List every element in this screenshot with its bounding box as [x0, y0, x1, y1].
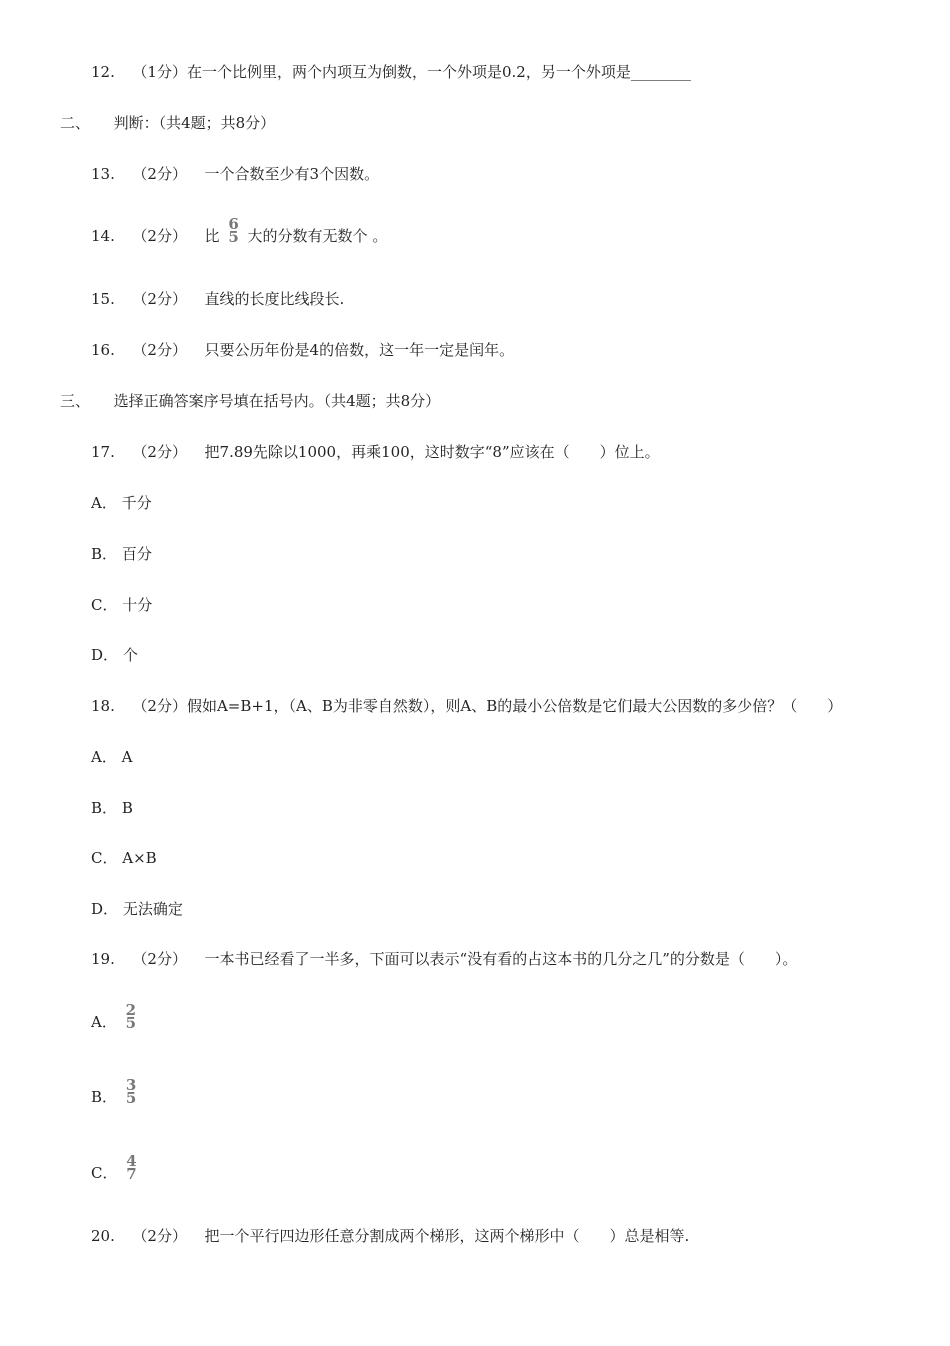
section-number: 三、 [60, 392, 91, 410]
option-text: B [121, 799, 133, 817]
option-label: A． [91, 494, 117, 512]
fraction [126, 1152, 137, 1183]
question-text: 把7.89先除以1000，再乘100，这时数字“8”应该在（ ）位上。 [204, 443, 660, 461]
question-text-before: 比 [204, 227, 220, 245]
question-score: （2分） [132, 341, 187, 359]
question-score: （2分） [132, 950, 187, 968]
option-b[interactable] [91, 1076, 140, 1107]
question-20 [91, 1226, 689, 1246]
question-score: （2分） [132, 443, 187, 461]
question-score: （2分） [132, 227, 187, 245]
fraction-denominator: 5 [228, 228, 239, 246]
question-text-after: 大的分数有无数个 。 [247, 227, 388, 245]
question-number: 17. [91, 443, 115, 461]
option-text: A×B [122, 849, 157, 867]
option-text: A [121, 748, 133, 766]
option-label: C． [91, 596, 118, 614]
question-number: 19. [91, 950, 115, 968]
option-text: 十分 [122, 596, 153, 614]
question-text: 一本书已经看了一半多，下面可以表示“没有看的占这本书的几分之几”的分数是（ ）。 [204, 950, 798, 968]
fraction-numerator: 6 [228, 215, 239, 233]
question-number: 15. [91, 290, 115, 308]
question-score: （2分） [132, 697, 187, 715]
option-c[interactable] [91, 848, 157, 868]
option-b[interactable] [91, 798, 133, 818]
question-text: 直线的长度比线段长. [204, 290, 345, 308]
question-text: 一个合数至少有3个因数。 [204, 165, 380, 183]
option-label: A． [91, 1013, 117, 1031]
option-label: D． [91, 900, 119, 918]
option-a[interactable] [91, 747, 132, 767]
fraction-denominator: 7 [126, 1165, 137, 1183]
fraction-numerator: 4 [126, 1152, 137, 1170]
option-text: 千分 [121, 494, 152, 512]
question-number: 12. [91, 63, 115, 81]
option-text: 无法确定 [122, 900, 183, 918]
question-18 [91, 696, 842, 716]
option-d[interactable] [91, 645, 138, 665]
question-13 [91, 164, 379, 184]
fraction-denominator: 5 [125, 1089, 137, 1107]
section-2-heading [60, 113, 275, 133]
question-score: （2分） [132, 290, 187, 308]
question-score: （2分） [132, 165, 187, 183]
question-text: 在一个比例里，两个内项互为倒数，一个外项是0.2，另一个外项是________ [186, 63, 691, 81]
section-3-heading [60, 391, 440, 411]
option-text: 百分 [121, 545, 152, 563]
option-label: B． [91, 1088, 118, 1106]
option-c[interactable] [91, 1152, 141, 1183]
question-text: 把一个平行四边形任意分割成两个梯形，这两个梯形中（ ）总是相等. [204, 1227, 690, 1245]
fraction [228, 215, 239, 246]
option-label: C． [91, 1164, 118, 1182]
option-d[interactable] [91, 899, 183, 919]
question-12 [91, 62, 691, 82]
fraction-numerator: 3 [125, 1076, 137, 1094]
option-a[interactable] [91, 493, 152, 513]
question-15 [91, 289, 344, 309]
fraction-denominator: 5 [125, 1014, 137, 1032]
section-number: 二、 [60, 114, 91, 132]
question-number: 14. [91, 227, 115, 245]
question-score: （1分） [132, 63, 187, 81]
section-title: 判断：（共4题；共8分） [113, 114, 276, 132]
fraction [125, 1076, 137, 1107]
option-label: B． [91, 545, 118, 563]
question-text: 只要公历年份是4的倍数，这一年一定是闰年。 [204, 341, 515, 359]
question-number: 20. [91, 1227, 115, 1245]
question-16 [91, 340, 514, 360]
question-number: 13. [91, 165, 115, 183]
option-label: B． [91, 799, 118, 817]
question-17 [91, 442, 660, 462]
option-label: A． [91, 748, 117, 766]
question-score: （2分） [132, 1227, 187, 1245]
option-c[interactable] [91, 595, 152, 615]
option-label: C． [91, 849, 118, 867]
option-label: D． [91, 646, 119, 664]
question-19 [91, 949, 797, 969]
fraction-numerator: 2 [125, 1001, 137, 1019]
question-number: 18. [91, 697, 115, 715]
question-14 [91, 215, 388, 246]
fraction [125, 1001, 137, 1032]
section-title: 选择正确答案序号填在括号内。（共4题；共8分） [113, 392, 441, 410]
question-text: 假如A=B+1，（A、B为非零自然数），则A、B的最小公倍数是它们最大公因数的多少倍？（ ） [186, 697, 843, 715]
option-b[interactable] [91, 544, 152, 564]
option-a[interactable] [91, 1001, 140, 1032]
option-text: 个 [122, 646, 138, 664]
question-number: 16. [91, 341, 115, 359]
